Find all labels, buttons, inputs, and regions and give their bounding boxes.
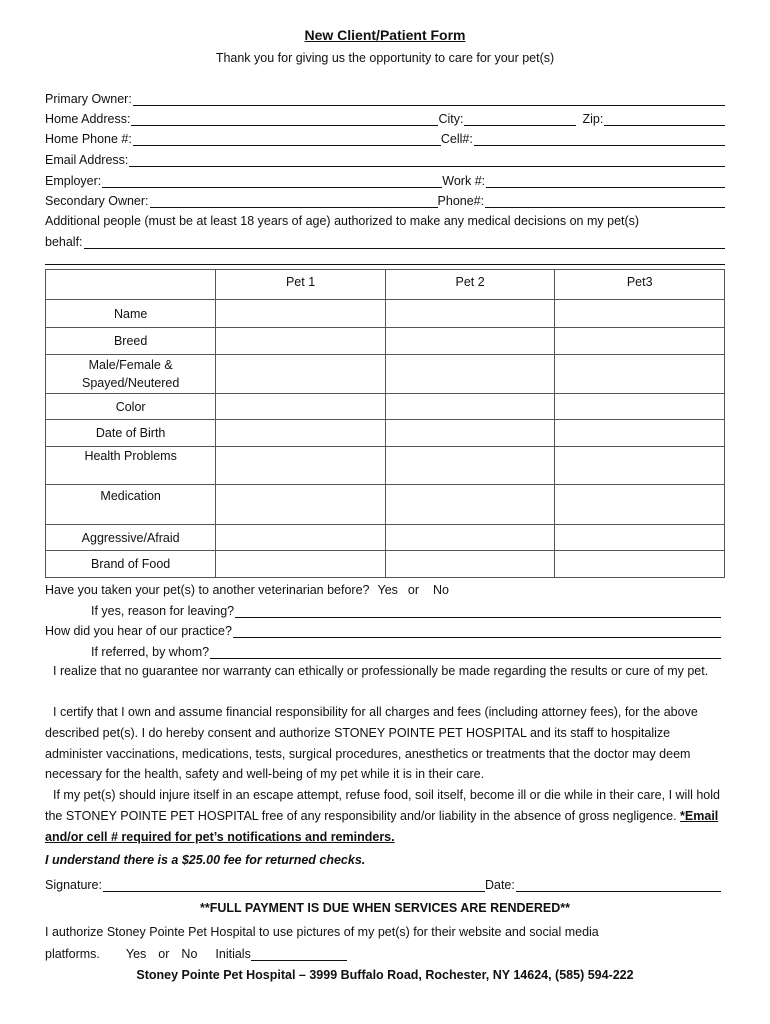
behalf-label: behalf: (45, 235, 83, 249)
row-label-dob: Date of Birth (46, 420, 216, 447)
email-field[interactable] (129, 153, 725, 167)
cell-label: Cell#: (440, 132, 473, 146)
table-header-row (46, 270, 725, 300)
table-row (46, 485, 725, 525)
phone-label: Phone#: (437, 194, 485, 208)
date-label: Date: (484, 878, 515, 892)
pet2-breed-cell[interactable] (385, 328, 555, 355)
city-field[interactable] (464, 112, 576, 126)
work-field[interactable] (486, 174, 725, 188)
pet3-sex-cell[interactable] (555, 355, 725, 394)
signature-field[interactable] (103, 878, 485, 892)
home-address-label: Home Address: (45, 112, 131, 126)
work-label: Work #: (442, 174, 486, 188)
table-row (46, 525, 725, 551)
photo-auth-yes-option[interactable]: Yes (125, 947, 147, 961)
prior-vet-no-option[interactable]: No (433, 583, 450, 597)
responsibility-paragraph: I certify that I own and assume financial responsibility for all charges and fees (including attorney fees), for the above described pet(s). I do hereby consent and authorize STONEY POINTE PET HOSPITAL and its staff to hospitalize administer vaccinations, medications, tests, surgical procedures, anesthetics or treatments that the doctor may deem necessary for the health, safety and well-being of my pet while it is in their care. (45, 705, 698, 782)
behalf-field[interactable] (84, 235, 725, 249)
zip-label: Zip: (582, 112, 604, 126)
additional-people-row (45, 210, 725, 228)
phone-field[interactable] (485, 194, 725, 208)
secondary-owner-field[interactable] (150, 194, 438, 208)
table-row (46, 394, 725, 420)
home-phone-row (45, 128, 725, 146)
pet1-medication-cell[interactable] (216, 485, 386, 525)
photo-auth-platforms: platforms. (45, 947, 100, 961)
pet2-color-cell[interactable] (385, 394, 555, 420)
home-phone-field[interactable] (133, 132, 441, 146)
primary-owner-row (45, 88, 725, 106)
referred-by-field[interactable] (210, 645, 721, 659)
email-row (45, 149, 725, 167)
photo-auth-row (45, 943, 725, 961)
photo-auth-initials-label: Initials (215, 947, 251, 961)
additional-people-label: Additional people (must be at least 18 years of age) authorized to make any medical decisions on my pet(s) (45, 214, 640, 228)
table-row (46, 355, 725, 394)
home-address-field[interactable] (131, 112, 438, 126)
pet1-health-cell[interactable] (216, 447, 386, 485)
email-required-notice: *Email and/or cell # required for pet’s notifications and reminders. (45, 808, 719, 844)
prior-vet-row (45, 579, 725, 597)
photo-auth-or: or (158, 947, 170, 961)
footer-address: Stoney Pointe Pet Hospital – 3999 Buffalo Road, Rochester, NY 14624, (585) 594-222 (136, 968, 634, 982)
employer-row (45, 170, 725, 188)
row-label-name: Name (46, 300, 216, 328)
reason-leaving-field[interactable] (235, 604, 721, 618)
pet3-food-cell[interactable] (555, 551, 725, 578)
zip-field[interactable] (604, 112, 725, 126)
pet1-breed-cell[interactable] (216, 328, 386, 355)
pet1-dob-cell[interactable] (216, 420, 386, 447)
signature-row (45, 874, 721, 892)
hear-of-us-field[interactable] (233, 624, 721, 638)
row-label-sex (46, 355, 216, 394)
reason-leaving-row (91, 600, 721, 618)
row-label-breed: Breed (46, 328, 216, 355)
row-label-aggressive: Aggressive/Afraid (46, 525, 216, 551)
payment-notice: **FULL PAYMENT IS DUE WHEN SERVICES ARE RENDERED** (200, 901, 570, 915)
home-phone-label: Home Phone #: (45, 132, 132, 146)
pet3-dob-cell[interactable] (555, 420, 725, 447)
pet3-aggressive-cell[interactable] (555, 525, 725, 551)
pet2-medication-cell[interactable] (385, 485, 555, 525)
employer-field[interactable] (102, 174, 442, 188)
row-label-health: Health Problems (46, 447, 216, 485)
pet2-food-cell[interactable] (385, 551, 555, 578)
pet1-aggressive-cell[interactable] (216, 525, 386, 551)
prior-vet-or: or (407, 583, 420, 597)
table-row (46, 300, 725, 328)
pet1-sex-cell[interactable] (216, 355, 386, 394)
row-label-medication: Medication (46, 485, 216, 525)
column-header-pet2: Pet 2 (385, 270, 555, 300)
reason-leaving-label: If yes, reason for leaving? (91, 604, 235, 618)
city-label: City: (438, 112, 464, 126)
column-header-pet1: Pet 1 (216, 270, 386, 300)
table-row (46, 420, 725, 447)
table-row (46, 447, 725, 485)
date-field[interactable] (516, 878, 721, 892)
referred-by-row (91, 641, 721, 659)
behalf-row (45, 231, 725, 249)
table-row (46, 328, 725, 355)
row-label-sex-line1: Male/Female & (88, 358, 173, 372)
row-label-sex-line2: Spayed/Neutered (82, 376, 180, 390)
pet3-breed-cell[interactable] (555, 328, 725, 355)
column-header-pet3: Pet3 (555, 270, 725, 300)
pet3-color-cell[interactable] (555, 394, 725, 420)
row-label-food: Brand of Food (46, 551, 216, 578)
email-label: Email Address: (45, 153, 129, 167)
form-title: New Client/Patient Form (304, 27, 466, 43)
hear-of-us-row (45, 620, 721, 638)
prior-vet-question: Have you taken your pet(s) to another veterinarian before? (45, 583, 370, 597)
table-row (46, 551, 725, 578)
photo-auth-text: I authorize Stoney Pointe Pet Hospital to use pictures of my pet(s) for their website and social media (45, 925, 599, 939)
primary-owner-field[interactable] (133, 92, 725, 106)
liability-text: If my pet(s) should injure itself in an escape attempt, refuse food, soil itself, become ill or die while in their care, I will hold the STONEY POINTE PET HOSPITAL free of any responsibility and/or liability in the absence of gross negligence. (45, 788, 720, 823)
prior-vet-yes-option[interactable]: Yes (377, 583, 398, 597)
divider-line (45, 264, 725, 265)
row-label-color: Color (46, 394, 216, 420)
table-corner-cell (46, 270, 216, 300)
pet2-aggressive-cell[interactable] (385, 525, 555, 551)
cell-field[interactable] (474, 132, 725, 146)
employer-label: Employer: (45, 174, 102, 188)
pet2-health-cell[interactable] (385, 447, 555, 485)
pet2-sex-cell[interactable] (385, 355, 555, 394)
guarantee-paragraph: I realize that no guarantee nor warranty can ethically or professionally be made regarding the results or cure of my pet. (53, 664, 709, 678)
pet3-medication-cell[interactable] (555, 485, 725, 525)
home-address-row (45, 108, 725, 126)
returned-checks-notice: I understand there is a $25.00 fee for returned checks. (45, 853, 366, 867)
secondary-owner-label: Secondary Owner: (45, 194, 149, 208)
referred-by-label: If referred, by whom? (91, 645, 210, 659)
pet2-name-cell[interactable] (385, 300, 555, 328)
secondary-owner-row (45, 190, 725, 208)
hear-of-us-label: How did you hear of our practice? (45, 624, 232, 638)
pet3-name-cell[interactable] (555, 300, 725, 328)
pet2-dob-cell[interactable] (385, 420, 555, 447)
photo-auth-no-option[interactable]: No (181, 947, 198, 961)
primary-owner-label: Primary Owner: (45, 92, 132, 106)
pet1-name-cell[interactable] (216, 300, 386, 328)
form-subtitle: Thank you for giving us the opportunity to care for your pet(s) (215, 51, 555, 65)
photo-auth-initials-field[interactable] (251, 947, 347, 961)
liability-paragraph (45, 785, 727, 847)
pet1-food-cell[interactable] (216, 551, 386, 578)
pet-table (45, 269, 725, 578)
pet3-health-cell[interactable] (555, 447, 725, 485)
pet1-color-cell[interactable] (216, 394, 386, 420)
signature-label: Signature: (45, 878, 102, 892)
